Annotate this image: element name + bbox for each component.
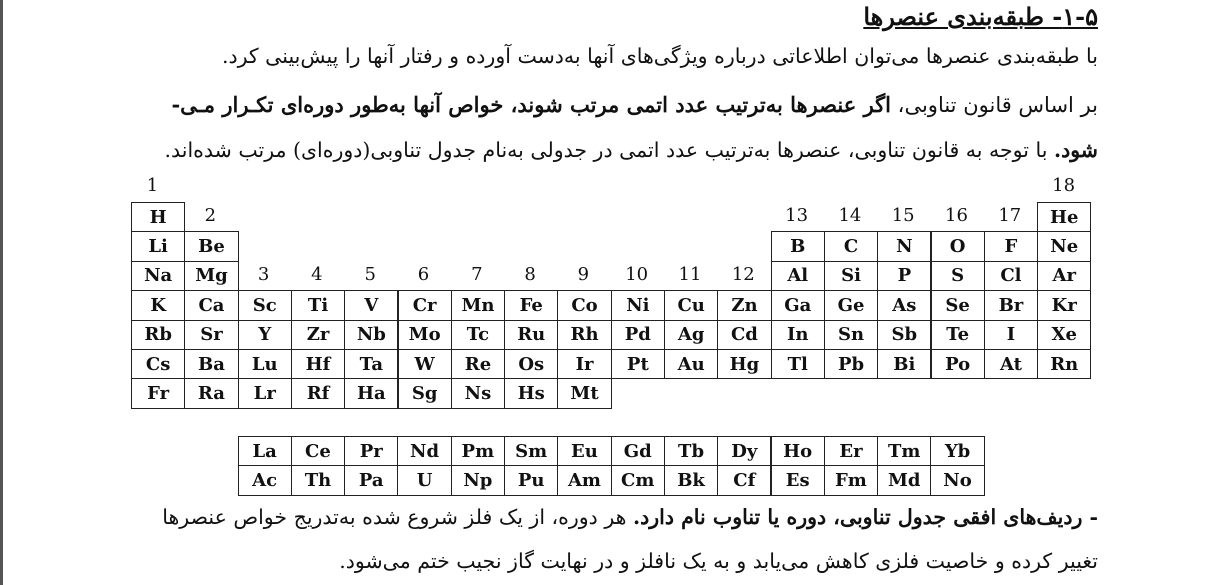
element-cu: Cu: [664, 290, 718, 320]
element-ha: Ha: [344, 378, 398, 408]
element-mn: Mn: [451, 290, 505, 320]
law-rest: با توجه به قانون تناوبی، عنصرها به‌ترتیب عدد اتمی در جدولی به‌نام جدول تناوبی(دوره‌ای) مرتب شده‌اند.: [164, 138, 1054, 162]
group-label-18: 18: [1052, 174, 1076, 196]
element-lr: Lr: [238, 378, 292, 408]
element-re: Re: [451, 349, 505, 379]
element-yb: Yb: [930, 436, 984, 466]
element-ns: Ns: [451, 378, 505, 408]
element-p: P: [877, 261, 931, 291]
section-heading: ۱-۵- طبقه‌بندی عنصرها: [863, 2, 1098, 31]
element-os: Os: [504, 349, 558, 379]
element-ti: Ti: [291, 290, 345, 320]
element-rn: Rn: [1037, 349, 1091, 379]
element-ce: Ce: [291, 436, 345, 466]
element-v: V: [344, 290, 398, 320]
periods-paragraph-line2: تغییر کرده و خاصیت فلزی کاهش می‌یابد و به یک نافلز و در نهایت گاز نجیب ختم می‌شود.: [339, 549, 1098, 573]
element-nd: Nd: [397, 436, 451, 466]
element-tc: Tc: [451, 320, 505, 350]
element-gd: Gd: [611, 436, 665, 466]
group-label-13: 13: [785, 205, 809, 226]
element-rh: Rh: [557, 320, 611, 350]
element-no: No: [930, 465, 984, 495]
element-ir: Ir: [557, 349, 611, 379]
element-ni: Ni: [611, 290, 665, 320]
element-u: U: [397, 465, 451, 495]
element-ra: Ra: [184, 378, 238, 408]
element-cr: Cr: [398, 290, 452, 320]
element-kr: Kr: [1037, 290, 1091, 320]
group-label-10: 10: [625, 263, 649, 285]
element-pm: Pm: [451, 436, 505, 466]
element-be: Be: [184, 231, 238, 261]
element-w: W: [398, 349, 452, 379]
periods-definition: - ردیف‌های افقی جدول تناوبی، دوره یا تناوب نام دارد.: [632, 505, 1098, 529]
element-pa: Pa: [344, 465, 398, 495]
element-as: As: [877, 290, 931, 320]
element-ca: Ca: [184, 290, 238, 320]
element-ba: Ba: [184, 349, 238, 379]
element-h: H: [131, 202, 185, 232]
element-in: In: [771, 320, 825, 350]
element-cf: Cf: [717, 465, 771, 495]
group-label-4: 4: [311, 263, 323, 285]
element-dy: Dy: [717, 436, 771, 466]
element-zr: Zr: [291, 320, 345, 350]
element-li: Li: [131, 231, 185, 261]
element-sm: Sm: [504, 436, 558, 466]
element-co: Co: [557, 290, 611, 320]
element-sg: Sg: [398, 378, 452, 408]
element-ru: Ru: [504, 320, 558, 350]
element-hs: Hs: [504, 378, 558, 408]
periods-paragraph-line1: [162, 505, 1098, 529]
group-label-6: 6: [417, 263, 430, 285]
element-zn: Zn: [717, 290, 771, 320]
element-hf: Hf: [291, 349, 345, 379]
element-md: Md: [877, 465, 931, 495]
element-ac: Ac: [238, 465, 292, 495]
element-i: I: [984, 320, 1038, 350]
law-statement-end: شود.: [1053, 138, 1098, 162]
element-n: N: [877, 231, 931, 261]
group-label-16: 16: [945, 205, 968, 226]
element-rf: Rf: [291, 378, 345, 408]
element-xe: Xe: [1037, 320, 1091, 350]
element-f: F: [984, 231, 1038, 261]
element-s: S: [931, 261, 985, 291]
element-mo: Mo: [398, 320, 452, 350]
element-tb: Tb: [664, 436, 718, 466]
element-th: Th: [291, 465, 345, 495]
group-label-7: 7: [471, 263, 483, 285]
element-ge: Ge: [824, 290, 878, 320]
element-ag: Ag: [664, 320, 718, 350]
element-pr: Pr: [344, 436, 398, 466]
element-cm: Cm: [611, 465, 665, 495]
element-sr: Sr: [184, 320, 238, 350]
group-label-9: 9: [577, 263, 590, 285]
element-k: K: [131, 290, 185, 320]
element-bi: Bi: [877, 349, 931, 379]
element-er: Er: [824, 436, 878, 466]
group-label-5: 5: [364, 263, 376, 285]
element-tm: Tm: [877, 436, 931, 466]
group-label-1: 1: [146, 174, 159, 196]
group-label-2: 2: [204, 205, 217, 226]
element-b: B: [771, 231, 825, 261]
element-bk: Bk: [664, 465, 718, 495]
element-he: He: [1037, 202, 1091, 232]
element-mg: Mg: [184, 261, 238, 291]
element-sb: Sb: [877, 320, 931, 350]
law-prefix: بر اساس قانون تناوبی،: [891, 93, 1098, 117]
intro-paragraph: با طبقه‌بندی عنصرها می‌توان اطلاعاتی درباره ویژگی‌های آنها به‌دست آورده و رفتار آنها را پیش‌بینی کرد.: [221, 44, 1098, 68]
element-eu: Eu: [557, 436, 611, 466]
element-fe: Fe: [504, 290, 558, 320]
page-edge-bar: [0, 0, 3, 585]
element-sn: Sn: [824, 320, 878, 350]
periods-rest: هر دوره، از یک فلز شروع شده به‌تدریج خواص عنصرها: [162, 505, 633, 529]
element-pb: Pb: [824, 349, 878, 379]
periodic-law-line2: [165, 138, 1099, 162]
periodic-law-line1: [171, 92, 1098, 117]
element-c: C: [824, 231, 878, 261]
element-au: Au: [664, 349, 718, 379]
element-pd: Pd: [611, 320, 665, 350]
element-se: Se: [931, 290, 985, 320]
group-label-12: 12: [731, 263, 755, 285]
element-cd: Cd: [717, 320, 771, 350]
element-am: Am: [557, 465, 611, 495]
element-ta: Ta: [344, 349, 398, 379]
element-np: Np: [451, 465, 505, 495]
element-nb: Nb: [344, 320, 398, 350]
element-ho: Ho: [771, 436, 825, 466]
group-label-11: 11: [678, 263, 702, 285]
element-tl: Tl: [771, 349, 825, 379]
element-fr: Fr: [131, 378, 185, 408]
element-hg: Hg: [717, 349, 771, 379]
group-label-3: 3: [257, 263, 270, 285]
element-pu: Pu: [504, 465, 558, 495]
element-sc: Sc: [238, 290, 292, 320]
element-mt: Mt: [557, 378, 611, 408]
element-ne: Ne: [1037, 231, 1091, 261]
element-pt: Pt: [611, 349, 665, 379]
element-o: O: [931, 231, 985, 261]
element-y: Y: [238, 320, 292, 350]
group-label-17: 17: [998, 205, 1022, 226]
element-si: Si: [824, 261, 878, 291]
element-at: At: [984, 349, 1038, 379]
element-ar: Ar: [1037, 261, 1091, 291]
element-lu: Lu: [238, 349, 292, 379]
element-la: La: [238, 436, 292, 466]
element-cl: Cl: [984, 261, 1038, 291]
element-cs: Cs: [131, 349, 185, 379]
element-fm: Fm: [824, 465, 878, 495]
element-ga: Ga: [771, 290, 825, 320]
element-na: Na: [131, 261, 185, 291]
element-te: Te: [931, 320, 985, 350]
group-label-15: 15: [891, 205, 915, 226]
group-label-8: 8: [524, 263, 536, 285]
element-al: Al: [771, 261, 825, 291]
element-rb: Rb: [131, 320, 185, 350]
element-br: Br: [984, 290, 1038, 320]
element-po: Po: [931, 349, 985, 379]
element-es: Es: [771, 465, 825, 495]
law-statement: اگر عنصرها به‌ترتیب عدد اتمی مرتب شوند، خواص آنها به‌طور دوره‌ای تکـرار مـی-: [171, 92, 891, 117]
group-label-14: 14: [838, 205, 862, 226]
